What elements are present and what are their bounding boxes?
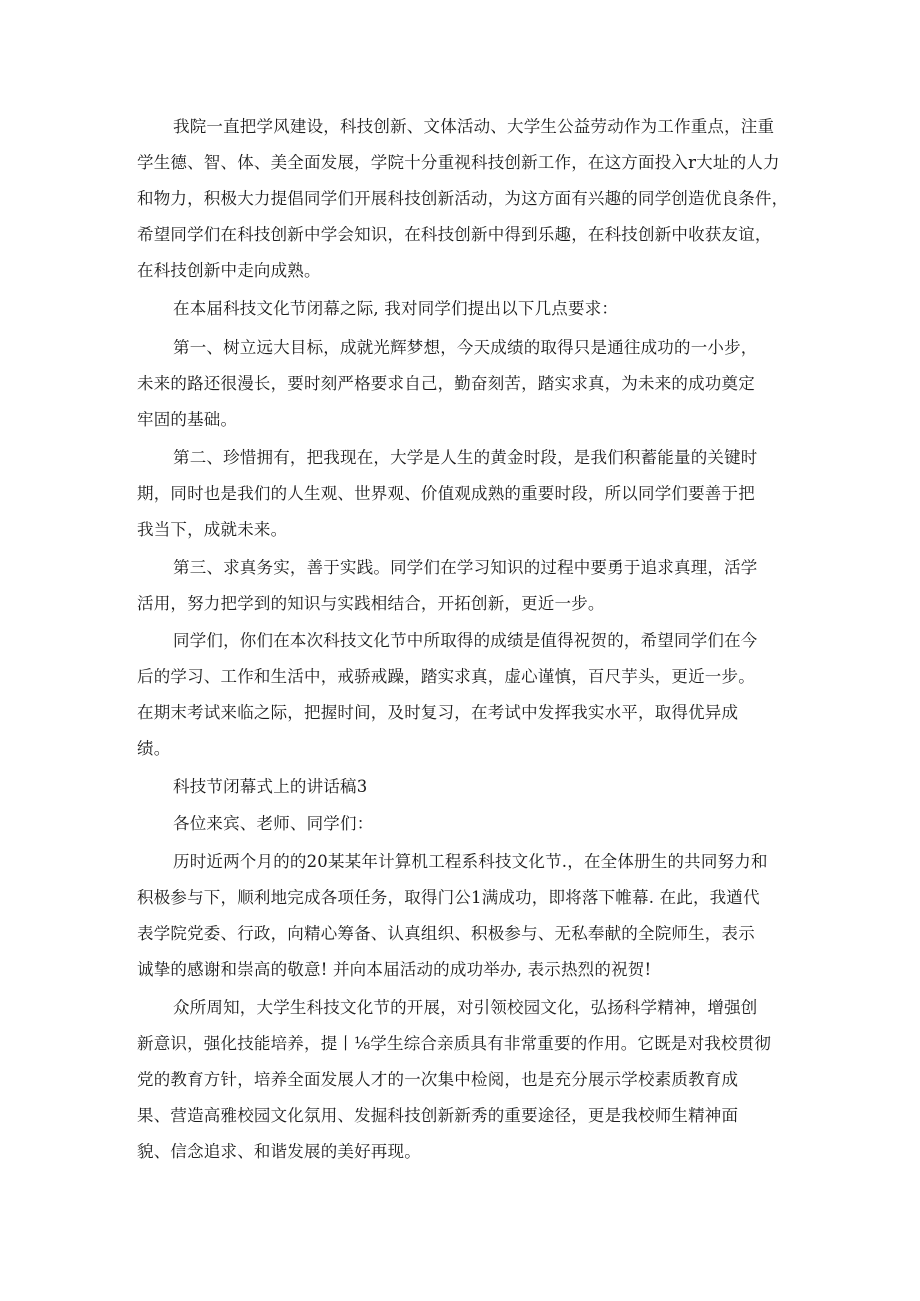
paragraph-7-line-4: 诚挚的感谢和崇高的敬意! 并向本届活动的成功举办, 表示热烈的祝贺! xyxy=(137,960,652,979)
paragraph-6-line-2: 后的学习、工作和生活中，戒骄戒躁，踏实求真，虚心谨慎，百尺芋头，更近一步。 xyxy=(137,667,755,686)
paragraph-3-line-1: 第一、树立远大目标，成就光辉梦想，今天成绩的取得只是通往成功的一小步， xyxy=(173,338,758,357)
paragraph-7-line-1: 历时近两个月的的20某某年计算机工程系科技文化节.，在全体册生的共同努力和 xyxy=(173,852,768,871)
paragraph-1-line-5: 在科技创新中走向成熟。 xyxy=(137,261,321,280)
paragraph-7-line-2: 积极参与下，顺利地完成各项任务，取得门公1满成功，即将落下帷幕. 在此，我遒代 xyxy=(137,888,760,907)
paragraph-8-line-1: 众所周知，大学生科技文化节的开展，对引领校园文化，弘扬科学精神，增强创 xyxy=(173,998,758,1017)
paragraph-4-line-3: 我当下，成就未来。 xyxy=(137,520,288,539)
paragraph-1-line-2: 学生德、智、体、美全面发展，学院十分重视科技创新工作，在这方面投入r大址的人力 xyxy=(137,153,780,172)
paragraph-8-line-5: 貌、信念追求、和谐发展的美好再现。 xyxy=(137,1142,421,1161)
paragraph-2-line-1: 在本届科技文化节闭幕之际, 我对同学们提出以下几点要求： xyxy=(173,299,619,318)
section-heading: 科技节闭幕式上的讲话稿3 xyxy=(173,777,368,796)
paragraph-4-line-2: 期，同时也是我们的人生观、世界观、价值观成熟的重要时段，所以同学们要善于把 xyxy=(137,484,755,503)
paragraph-1-line-1: 我院一直把学风建设，科技创新、文体活动、大学生公益劳动作为工作重点，注重 xyxy=(173,117,775,136)
paragraph-1-line-4: 希望同学们在科技创新中学会知识，在科技创新中得到乐趣，在科技创新中收获友谊， xyxy=(137,225,772,244)
paragraph-7-line-3: 表学院党委、行政，向精心筹备、认真组织、积极参与、无私奉献的全院师生，表示 xyxy=(137,924,755,943)
paragraph-4-line-1: 第二、珍惜拥有，把我现在，大学是人生的黄金时段，是我们积蓄能量的关键时 xyxy=(173,448,758,467)
paragraph-6-line-1: 同学们，你们在本次科技文化节中所取得的成绩是值得祝贺的，希望同学们在今 xyxy=(173,631,758,650)
paragraph-6-line-3: 在期末考试来临之际，把握时间，及时复习，在考试中发挥我实水平，取得优异成 xyxy=(137,703,739,722)
paragraph-5-line-1: 第三、求真务实，善于实践。同学们在学习知识的过程中要勇于追求真理，活学 xyxy=(173,558,758,577)
paragraph-3-line-3: 牢固的基础。 xyxy=(137,410,238,429)
paragraph-8-line-4: 果、营造高雅校园文化氛用、发掘科技创新新秀的重要途径，更是我校师生精神面 xyxy=(137,1106,739,1125)
salutation: 各位来宾、老师、同学们： xyxy=(173,814,374,833)
paragraph-5-line-2: 活用，努力把学到的知识与实践相结合，开拓创新，更近一步。 xyxy=(137,594,605,613)
paragraph-8-line-2: 新意识，强化技能培养，提丨⅛学生综合亲质具有非常重要的作用。它既是对我校贯彻 xyxy=(137,1034,772,1053)
paragraph-3-line-2: 未来的路还很漫长，要时刻严格要求自己，勤奋刻苦，踏实求真，为未来的成功奠定 xyxy=(137,374,755,393)
paragraph-1-line-3: 和物力，积极大力提倡同学们开展科技创新活动，为这方面有兴趣的同学创造优良条件， xyxy=(137,189,789,208)
paragraph-8-line-3: 党的教育方针，培养全面发展人才的一次集中检阅，也是充分展示学校素质教育成 xyxy=(137,1070,739,1089)
paragraph-6-line-4: 绩。 xyxy=(137,739,171,758)
